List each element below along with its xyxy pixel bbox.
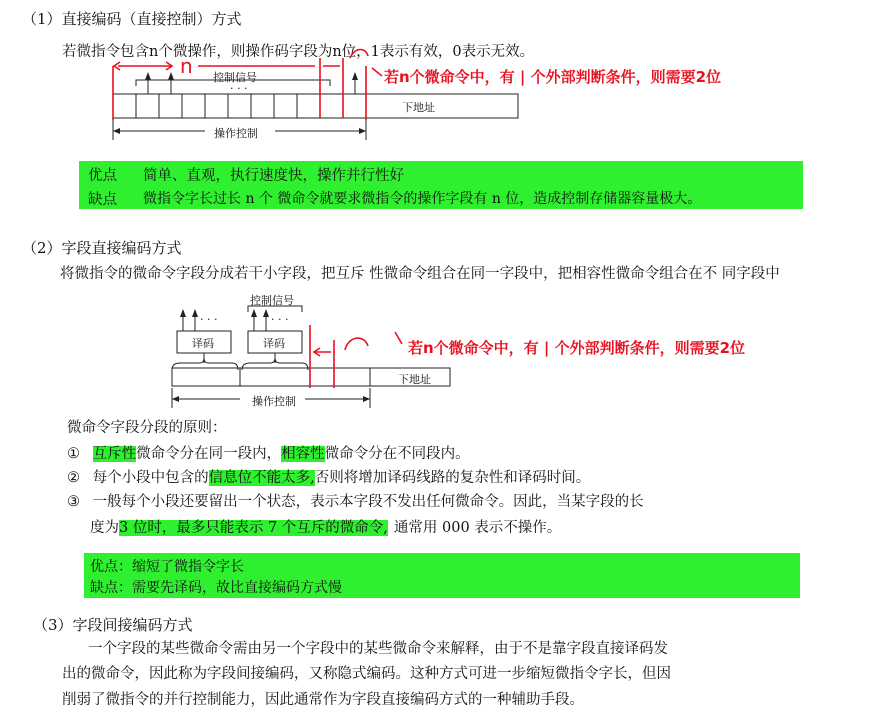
principle-3-num: ③: [67, 494, 80, 510]
principle-2-highlight: 信息位不能太多,: [208, 470, 315, 486]
principle-1-num: ①: [67, 446, 80, 462]
principle-1: [67, 442, 470, 463]
section1-desc: 若微指令包含n个微操作，则操作码字段为n位，1表示有效，0表示无效。: [62, 44, 535, 60]
dots: · · ·: [230, 82, 248, 95]
pros-2: 优点：缩短了微指令字长: [90, 559, 244, 575]
section3-line-2: 出的微命令，因此称为字段间接编码，又称隐式编码。这种方式可进一步缩短微指令字长，但因: [62, 666, 671, 682]
external-condition-note: 若n个微命令中，有 | 个外部判断条件，则需要2位: [384, 68, 722, 86]
principle-1-highlight-1: 互斥性: [92, 446, 137, 462]
control-signal-label: 控制信号: [213, 71, 257, 84]
next-address-label: 下地址: [402, 101, 435, 114]
section3-title: （3）字段间接编码方式: [33, 616, 193, 634]
principle-2-num: ②: [67, 470, 80, 486]
cons-2: 缺点：需要先译码，故比直接编码方式慢: [90, 580, 342, 596]
cons-text-1: 微指令字长过长 n 个 微命令就要求微指令的操作字段有 n 位，造成控制存储器容量极大。: [143, 191, 702, 207]
principle-3-highlight: 3 位时，最多只能表示 7 个互斥的微命令,: [119, 520, 388, 536]
principle-2-text-2: 否则将增加译码线路的复杂性和译码时间。: [314, 470, 591, 486]
section2-title: （2）字段直接编码方式: [22, 239, 182, 257]
pros-label-1: 优点: [88, 168, 117, 184]
operation-control-label: 操作控制: [214, 127, 258, 140]
principle-3-text-1: 度为: [90, 520, 119, 536]
principle-2-text-1: 每个小段中包含的: [92, 470, 209, 486]
principle-3-line-2: [90, 516, 561, 537]
cons-label-1: 缺点: [88, 192, 117, 208]
principle-3-text-2: 通常用 000 表示不操作。: [393, 520, 562, 536]
principle-2: [67, 466, 590, 487]
control-signal-label-2: 控制信号: [250, 294, 294, 307]
principle-1-text-2: 微命令分在不同段内。: [324, 446, 470, 462]
operation-control-label-2: 操作控制: [252, 395, 296, 408]
section1-title: （1）直接编码（直接控制）方式: [22, 10, 242, 28]
principle-3-text-line-1: 一般每个小段还要留出一个状态，表示本字段不发出任何微命令。因此，当某字段的长: [92, 494, 644, 510]
decoder-label-2: 译码: [263, 337, 285, 350]
external-condition-note-2: 若n个微命令中，有 | 个外部判断条件，则需要2位: [408, 339, 746, 357]
decoder-label-1: 译码: [192, 337, 214, 350]
principles-title: 微命令字段分段的原则：: [67, 420, 227, 436]
section2-desc: 将微指令的微命令字段分成若干小字段，把互斥 性微命令组合在同一字段中，把相容性微命令组合在不 同字段中: [60, 266, 780, 282]
red-handwriting-marks-2: [310, 325, 402, 388]
dots-2a: · · ·: [200, 313, 218, 326]
section3-line-1: 一个字段的某些微命令需由另一个字段中的某些微命令来解释，由于不是靠字段直接译码发: [88, 641, 668, 657]
pros-text-1: 简单、直观，执行速度快，操作并行性好: [143, 168, 404, 184]
section3-line-3: 削弱了微指令的并行控制能力，因此通常作为字段直接编码方式的一种辅助手段。: [62, 692, 584, 708]
next-address-label-2: 下地址: [398, 373, 431, 386]
principle-1-text-1: 微命令分在同一段内，: [136, 446, 282, 462]
hand-n-label: n: [180, 54, 193, 78]
principle-3-line-1: [67, 490, 644, 511]
dots-2b: · · ·: [271, 313, 289, 326]
principle-1-highlight-2: 相容性: [281, 446, 325, 462]
